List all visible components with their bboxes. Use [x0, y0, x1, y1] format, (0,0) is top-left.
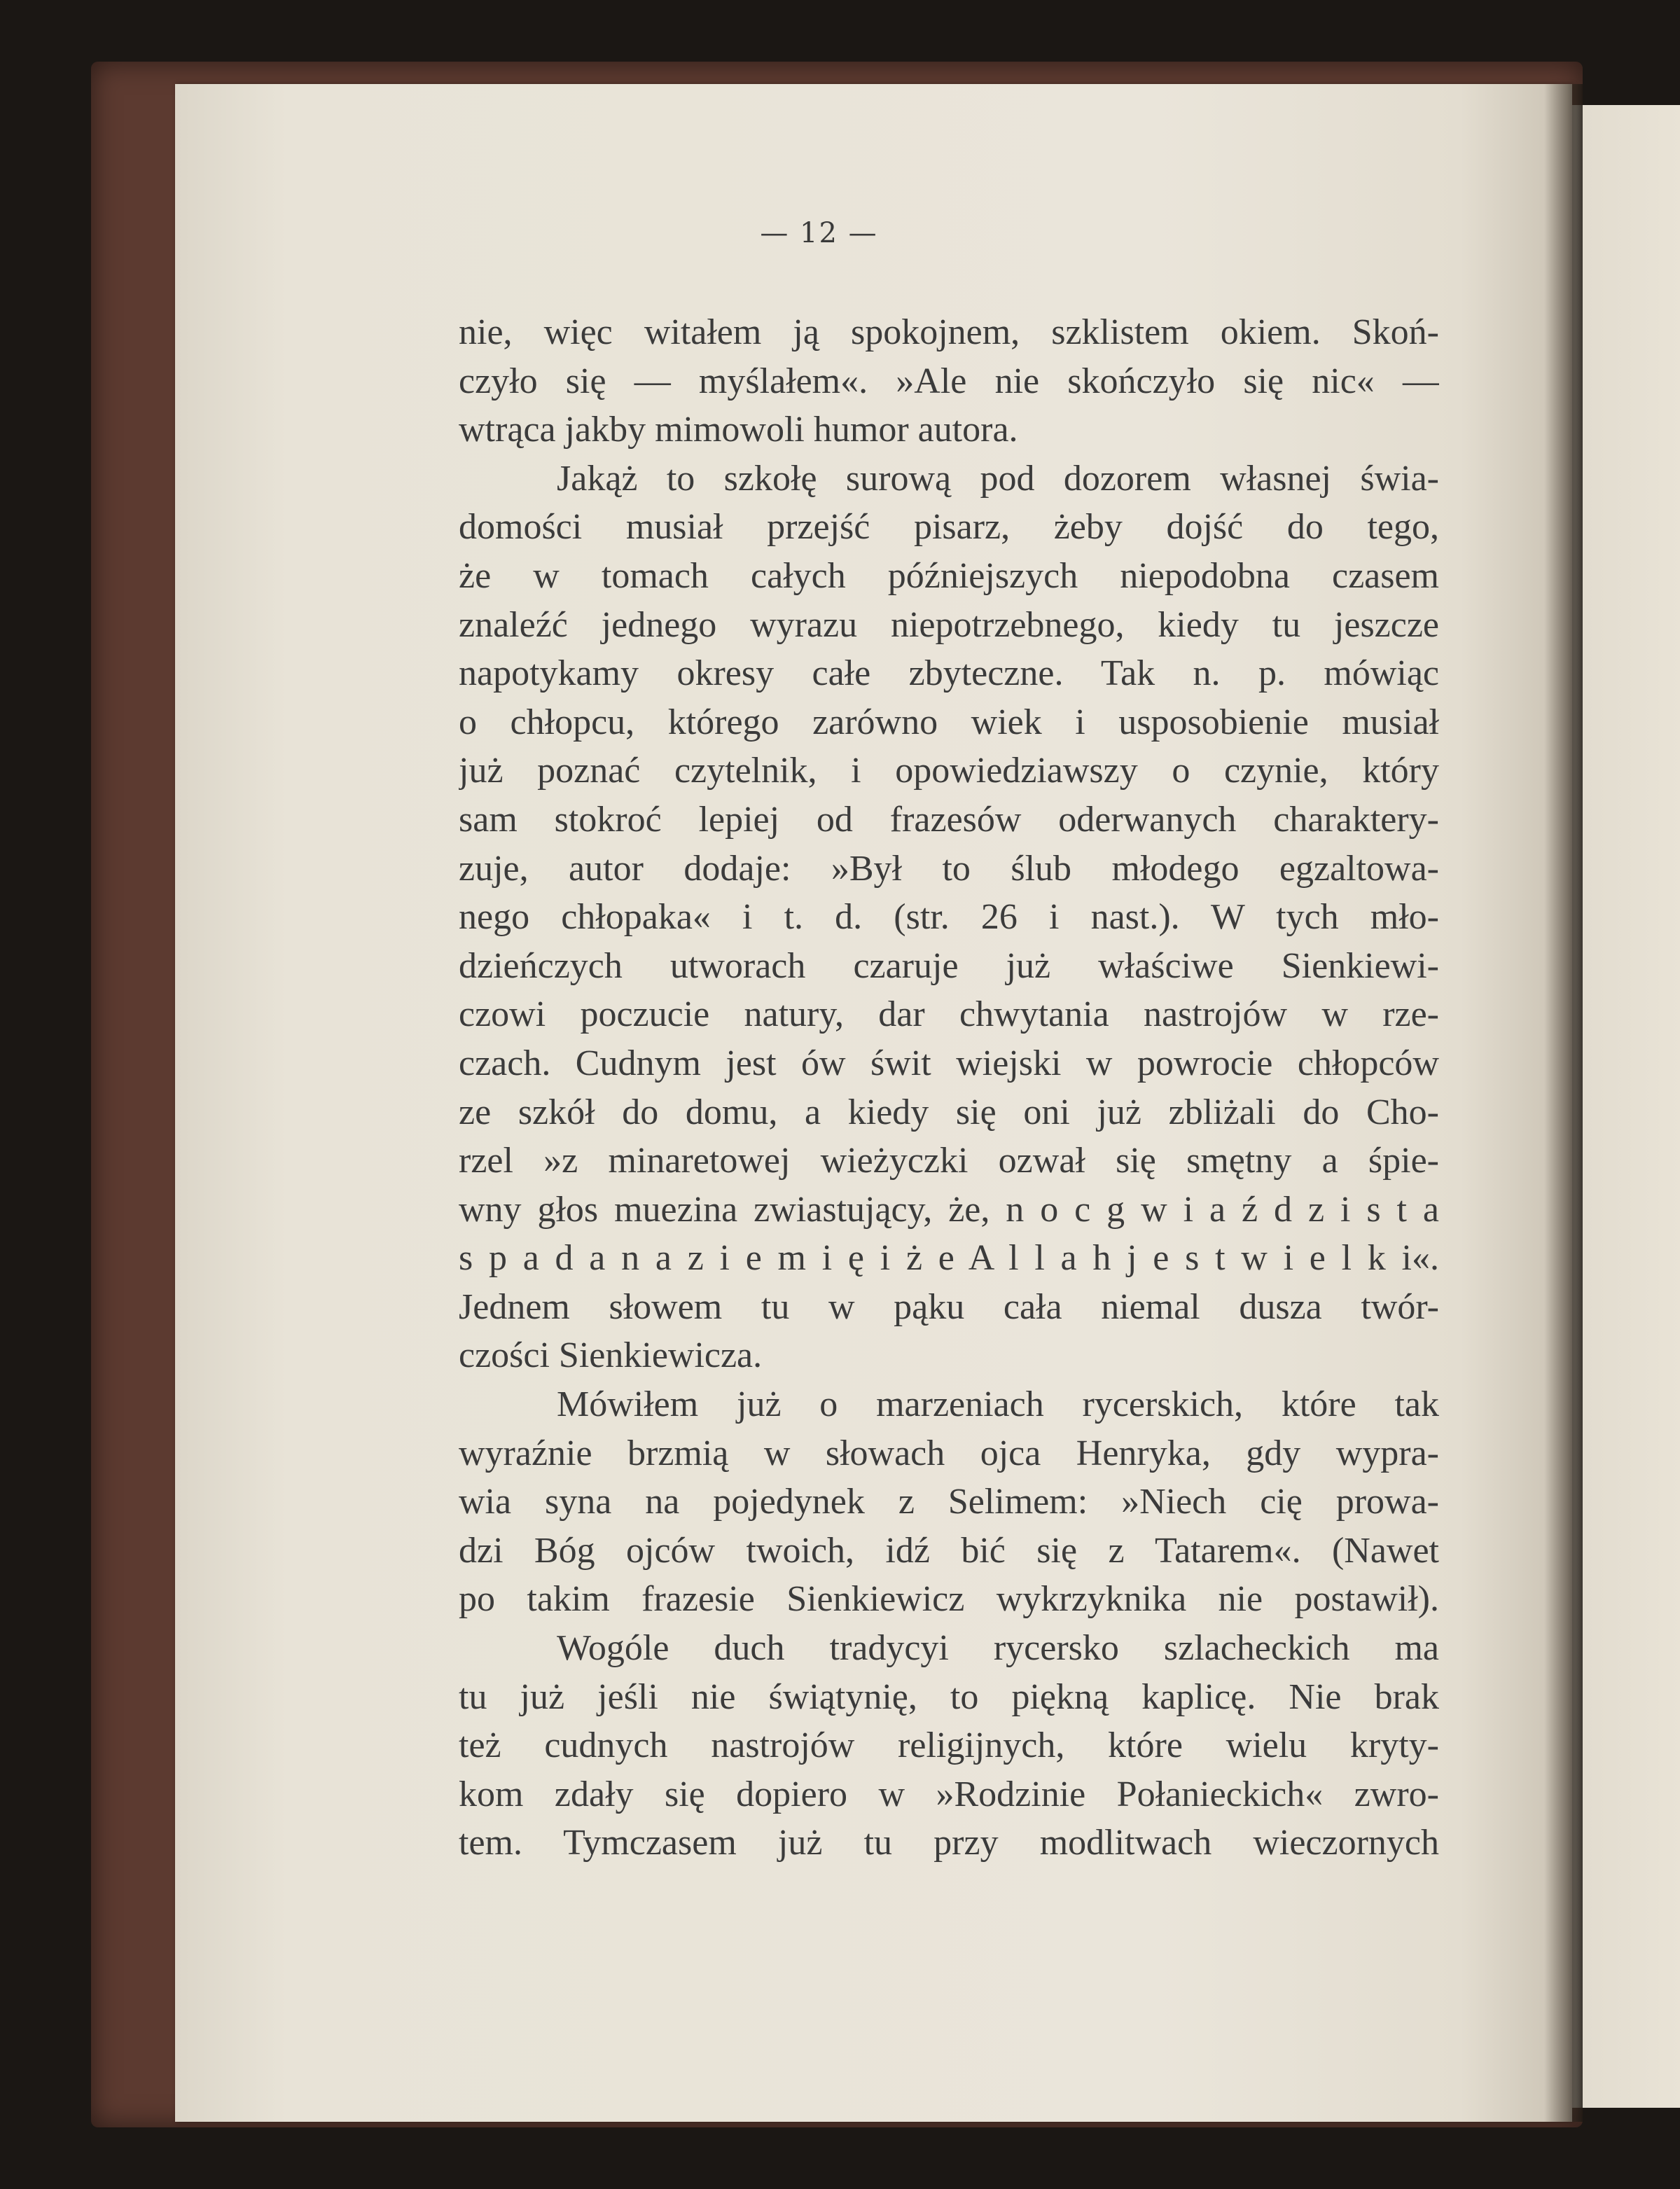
- text-line: rzel »z minaretowej wieżyczki ozwał się smętny a śpie-: [459, 1141, 1439, 1181]
- text-line: znaleźć jednego wyrazu niepotrzebnego, kiedy tu jeszcze: [459, 604, 1439, 645]
- text-line: sam stokroć lepiej od frazesów oderwanych charaktery-: [459, 799, 1439, 840]
- text-line: wyraźnie brzmią w słowach ojca Henryka, gdy wypra-: [459, 1433, 1439, 1473]
- text-line: domości musiał przejść pisarz, żeby dojść do tego,: [459, 507, 1439, 548]
- text-line: Mówiłem już o marzeniach rycerskich, które tak: [557, 1384, 1439, 1425]
- text-line: tu już jeśli nie świątynię, to piękną kaplicę. Nie brak: [459, 1676, 1439, 1717]
- text-line: tem. Tymczasem już tu przy modlitwach wieczornych: [459, 1823, 1439, 1863]
- body-text: [459, 308, 1439, 1868]
- text-line: czach. Cudnym jest ów świt wiejski w powrocie chłopców: [459, 1043, 1439, 1083]
- text-line: napotykamy okresy całe zbyteczne. Tak n. p. mówiąc: [459, 653, 1439, 694]
- text-line: kom zdały się dopiero w »Rodzinie Połanieckich« zwro-: [459, 1774, 1439, 1814]
- text-line: Jakąż to szkołę surową pod dozorem własnej świa-: [557, 458, 1439, 499]
- text-line: Wogóle duch tradycyi rycersko szlacheckich ma: [557, 1628, 1439, 1669]
- text-line: też cudnych nastrojów religijnych, które wielu kryty-: [459, 1725, 1439, 1766]
- text-line: zuje, autor dodaje: »Był to ślub młodego egzaltowa-: [459, 848, 1439, 889]
- text-line: o chłopcu, którego zarówno wiek i usposobienie musiał: [459, 702, 1439, 742]
- page-gutter-shadow: [1544, 84, 1583, 2122]
- text-line: już poznać czytelnik, i opowiedziawszy o czynie, który: [459, 751, 1439, 791]
- text-line: wny głos muezina zwiastujący, że, n o c g w i a ź d z i s t a: [459, 1189, 1439, 1230]
- text-line: s p a d a n a z i e m i ę i ż e A l l a h j e s t w i e l k i«.: [459, 1238, 1439, 1279]
- text-line: czości Sienkiewicza.: [459, 1335, 763, 1376]
- text-line: ze szkół do domu, a kiedy się oni już zbliżali do Cho-: [459, 1092, 1439, 1132]
- text-line: że w tomach całych późniejszych niepodobna czasem: [459, 555, 1439, 596]
- text-line: czyło się — myślałem«. »Ale nie skończyło się nic« —: [459, 361, 1439, 401]
- text-line: nie, więc witałem ją spokojnem, szklistem okiem. Skoń-: [459, 312, 1439, 352]
- text-line: po takim frazesie Sienkiewicz wykrzyknika nie postawił).: [459, 1579, 1439, 1620]
- text-line: dzieńczych utworach czaruje już właściwe Sienkiewi-: [459, 945, 1439, 986]
- text-line: dzi Bóg ojców twoich, idź bić się z Tatarem«. (Nawet: [459, 1530, 1439, 1571]
- page-number: — 12 —: [760, 217, 878, 249]
- text-line: czowi poczucie natury, dar chwytania nastrojów w rze-: [459, 994, 1439, 1035]
- text-line: Jednem słowem tu w pąku cała niemal dusza twór-: [459, 1286, 1439, 1327]
- text-line: nego chłopaka« i t. d. (str. 26 i nast.). W tych mło-: [459, 897, 1439, 938]
- text-line: wtrąca jakby mimowoli humor autora.: [459, 410, 1018, 450]
- text-line: wia syna na pojedynek z Selimem: »Niech cię prowa-: [459, 1482, 1439, 1522]
